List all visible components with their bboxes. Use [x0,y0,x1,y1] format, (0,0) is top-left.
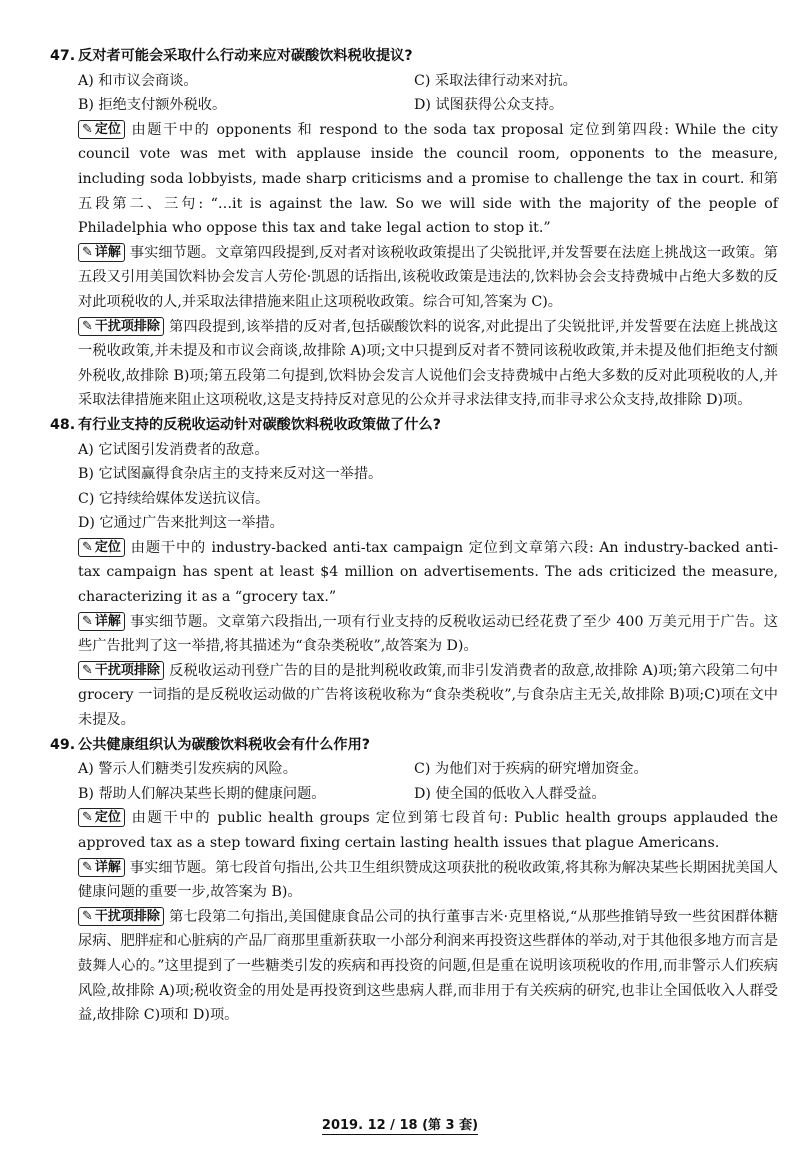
pen-icon: ✎ [82,121,93,137]
footer-text: 2019. 12 / 18 (第 3 套) [321,1118,479,1133]
option-c: C) 它持续给媒体发送抗议信。 [78,490,270,507]
locate-text: 由题干中的 opponents 和 respond to the soda tax proposal 定位到第四段: While the city council vote was met with applause inside the council room, opponents to the measure, including soda lobbyists, made sharp criticisms and a promise to challenge the tax in court. 和第五段第二、三句: “…it is against the law. So we will side with the majority of the people of Philadelphia who oppose this tax and take legal action to stop it.” [78,121,778,237]
options [50,757,778,806]
exclude-text: 第四段提到,该举措的反对者,包括碳酸饮料的说客,对此提出了尖锐批评,并发誓要在法庭上挑战这一税收政策,并未提及和市议会商谈,故排除 A)项;文中只提到反对者不赞同该税收政策,并未提及他们拒绝支付额外税收,故排除 B)项;第五段第二句提到,饮料协会发言人说他们会支持费城中占绝大多数的反对此项税收的人,并采取法律措施来阻止这项税收,这是支持持反对意见的公众并寻求法律支持,而非寻求公众支持,故排除 D)项。 [78,318,778,409]
exclude-tag: ✎ 干扰项排除 [78,661,164,680]
option-c: C) 为他们对于疾病的研究增加资金。 [414,761,648,778]
pen-icon: ✎ [82,613,93,629]
detail-tag: ✎ 详解 [78,243,125,262]
option-a: A) 它试图引发消费者的敌意。 [78,441,269,458]
option-d: D) 它通过广告来批判这一举措。 [78,515,284,532]
exclude-text: 第七段第二句指出,美国健康食品公司的执行董事吉米·克里格说,“从那些推销导致一些贫困群体糖尿病、肥胖症和心脏病的产品厂商那里重新获取一小部分利润来再投资这些群体的举动,对于其他很多地方而言是鼓舞人心的。”这里提到了一些糖类引发的疾病和再投资的问题,但是重在说明该项税收的作用,而非警示人们疾病风险,故排除 A)项;税收资金的用处是再投资到这些患病人群,而非用于有关疾病的研究,也非让全国低收入人群受益,故排除 C)项和 D)项。 [78,908,778,1024]
question-text: 公共健康组织认为碳酸饮料税收会有什么作用? [78,736,370,753]
pen-icon: ✎ [82,318,93,334]
question-stem [50,733,778,758]
option-d: D) 试图获得公众支持。 [414,97,564,114]
locate-section [50,806,778,855]
locate-tag: ✎ 定位 [78,120,125,139]
locate-tag: ✎ 定位 [78,538,125,557]
locate-text: 由题干中的 public health groups 定位到第七段首句: Public health groups applauded the approved tax as a step toward fixing certain lasting health issues that plague Americans. [78,810,778,851]
question-text: 有行业支持的反税收运动针对碳酸饮料税收政策做了什么? [78,416,441,433]
pen-icon: ✎ [82,908,93,924]
question-stem [50,44,778,69]
question-number: 49. [50,736,76,753]
question-49 [50,733,778,1028]
detail-text: 事实细节题。第七段首句指出,公共卫生组织赞成这项获批的税收政策,将其称为解决某些长期困扰美国人健康问题的重要一步,故答案为 B)。 [78,859,778,901]
exclude-text: 反税收运动刊登广告的目的是批判税收政策,而非引发消费者的敌意,故排除 A)项;第六段第二句中 grocery 一词指的是反税收运动做的广告将该税收称为“食杂类税收”,与食杂店主无关,故排除 B)项;C)项在文中未提及。 [78,662,778,729]
exclude-section [50,905,778,1028]
question-48 [50,413,778,733]
detail-tag: ✎ 详解 [78,858,125,877]
locate-section [50,536,778,610]
exclude-tag: ✎ 干扰项排除 [78,907,164,926]
exclude-section [50,315,778,413]
detail-text: 事实细节题。文章第六段指出,一项有行业支持的反税收运动已经花费了至少 400 万美元用于广告。这些广告批判了这一举措,将其描述为“食杂类税收”,故答案为 D)。 [78,613,778,655]
detail-section [50,241,778,315]
detail-section [50,856,778,905]
question-47 [50,44,778,413]
question-stem [50,413,778,438]
pen-icon: ✎ [82,859,93,875]
option-d: D) 使全国的低收入人群受益。 [414,785,606,802]
locate-text: 由题干中的 industry-backed anti-tax campaign 定位到文章第六段: An industry-backed anti-tax campaign has spent at least $4 million on advertisements. The ads criticized the measure, characterizing it as a “grocery tax.” [78,539,778,606]
question-text: 反对者可能会采取什么行动来应对碳酸饮料税收提议? [78,48,413,64]
pen-icon: ✎ [82,662,93,678]
pen-icon: ✎ [82,244,93,260]
detail-tag: ✎ 详解 [78,612,125,631]
options [50,69,778,118]
pen-icon: ✎ [82,539,93,555]
option-b: B) 它试图赢得食杂店主的支持来反对这一举措。 [78,466,383,483]
options [50,438,778,536]
detail-text: 事实细节题。文章第四段提到,反对者对该税收政策提出了尖锐批评,并发誓要在法庭上挑战这一政策。第五段又引用美国饮料协会发言人劳伦·凯恩的话指出,该税收政策是违法的,饮料协会会支持费城中占绝大多数的反对此项税收的人,并采取法律措施来阻止这项税收政策。综合可知,答案为 C)。 [78,244,778,310]
option-c: C) 采取法律行动来对抗。 [414,72,577,89]
option-b: B) 拒绝支付额外税收。 [78,97,227,114]
exclude-tag: ✎ 干扰项排除 [78,317,164,336]
pen-icon: ✎ [82,810,93,826]
detail-section [50,610,778,659]
locate-section [50,118,778,241]
locate-tag: ✎ 定位 [78,808,125,827]
question-number: 48. [50,416,76,433]
option-a: A) 和市议会商谈。 [78,72,198,89]
page-footer [0,1114,800,1139]
option-b: B) 帮助人们解决某些长期的健康问题。 [78,785,326,802]
question-number: 47. [50,48,76,64]
option-a: A) 警示人们糖类引发疾病的风险。 [78,761,297,778]
exclude-section [50,659,778,733]
